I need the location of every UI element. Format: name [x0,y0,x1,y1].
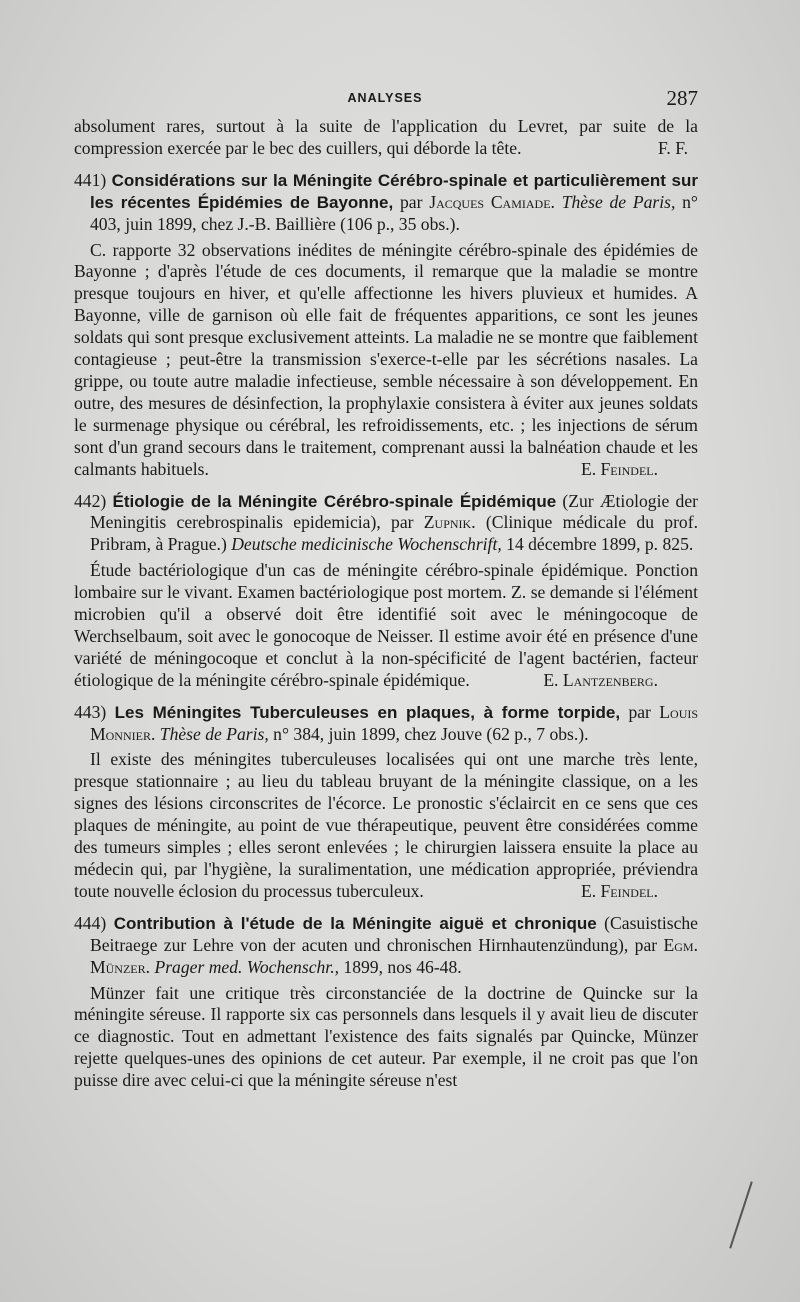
entry-body [74,749,698,902]
intro-signature: F. F. [658,137,688,158]
entry-author: Jacques Camiade. [429,191,555,212]
running-head: ANALYSES [347,91,423,105]
entry-heading [74,170,698,236]
entry-heading [74,702,698,746]
entry-body-text: Münzer fait une critique très circonstanciée de la doctrine de Quincke sur la méningite séreuse. Il rapporte six cas personnels dans lesquels il y avait lieu de discuter ce diagnostic. Tout en admettant l'existence des faits signalés par Quincke, Münzer rejette quelques-unes des opinions de cet auteur. Par exemple, il ne croit pas que l'on puisse dire avec celui-ci que la méningite séreuse n'est [74,982,698,1091]
entry-title: Étiologie de la Méningite Cérébro-spinale Épidémique [112,491,557,511]
page-header [72,86,698,110]
entry-details: 14 décembre 1899, p. 825. [506,534,694,555]
entry-details: 1899, nos 46-48. [343,956,462,977]
entry-body [74,983,698,1093]
entry-mid: (Clinique médicale du prof. Pribram, à Prague.) [90,512,698,555]
entry-source: Thèse de Paris, [159,723,269,744]
entry-details: n° 384, juin 1899, chez Jouve (62 p., 7 obs.). [273,723,589,744]
entry-body-text: Étude bactériologique d'un cas de méningite cérébro-spinale épidémique. Ponction lombaire sur le vivant. Examen bactériologique post mortem. Z. se demande si l'élément microbien qu'il a observé doit être identifié soit avec le méningocoque de Werchselbaum, soit avec le gonocoque de Neisser. Il estime avoir été en présence d'une variété de méningocoque et conclut à la non-spécificité de l'agent bactérien, facteur étiologique de la méningite cérébro-spinale épidémique. [74,560,698,690]
entry-number: 442) [74,490,107,511]
entry-number: 443) [74,701,107,722]
intro-text: absolument rares, surtout à la suite de l'application du Levret, par suite de la compression exercée par le bec des cuillers, qui déborde la tête. [74,116,698,158]
entry-heading [74,913,698,979]
entry-443 [74,702,698,903]
entry-title: Contribution à l'étude de la Méningite aiguë et chronique [113,913,597,933]
entry-signature: E. Feindel. [580,458,658,479]
entry-source: Thèse de Paris, [561,191,676,212]
entry-title: Considérations sur la Méningite Cérébro-spinale et particulièrement sur les récentes Épidémies de Bayonne, [90,170,698,212]
entry-details: n° 403, juin 1899, chez J.-B. Baillière (106 p., 35 obs.). [90,191,698,234]
entry-author: Egm. Münzer. [90,934,698,977]
entry-by: par [400,191,423,212]
entry-body [74,560,698,691]
margin-pencil-mark [729,1181,753,1248]
entry-number: 441) [74,169,107,190]
entry-author: Zupnik. [423,512,476,533]
entry-pre: (Zur Ætiologie der Meningitis cerebrospinalis epidemicia), par [90,490,698,533]
entry-442 [74,491,698,692]
entry-author: Louis Monnier. [90,701,699,744]
entry-body [74,240,698,481]
entry-body-text: C. rapporte 32 observations inédites de méningite cérébro-spinale des épidémies de Bayonne ; d'après l'étude de ces documents, il remarque que la maladie se montre presque toujours en hiver, et qu'elle affectionne les hivers pluvieux et humides. A Bayonne, ville de garnison où elle fait de fréquentes apparitions, ce sont les jeunes soldats qui sont presque exclusivement atteints. La maladie ne se montre que faiblement contagieuse ; peut-être la transmission s'exerce-t-elle par les sécrétions nasales. La grippe, ou toute autre maladie infectieuse, semble nécessaire à son développement. En outre, des mesures de désinfection, la prophylaxie consistera à éviter aux jeunes soldats le surmenage physique ou cérébral, les refroidissements, etc. ; les injections de sérum sont d'un grand secours dans le traitement, comprenant aussi la balnéation chaude et les calmants habituels. [74,239,698,479]
page-number: 287 [666,86,698,110]
intro-paragraph [74,116,698,160]
entry-heading [74,491,698,557]
entry-title: Les Méningites Tuberculeuses en plaques, à forme torpide, [114,702,621,722]
entry-number: 444) [74,912,107,933]
entry-signature: E. Feindel. [580,880,658,901]
entry-source: Deutsche medicinische Wochenschrift, [231,534,502,555]
entry-body-text: Il existe des méningites tuberculeuses localisées qui ont une marche très lente, presque stationnaire ; au lieu du tableau bruyant de la méningite classique, on a les signes des lésions circonscrites de l'écorce. Le pronostic s'éclaircit en ce sens que ces plaques de méningite, au point de vue thérapeutique, peuvent être considérées comme des tumeurs simples ; elles seront enlevées ; le chirurgien laissera ensuite la place au médecin qui, par l'hygiène, la suralimentation, une médication appropriée, préviendra toute nouvelle éclosion du processus tuberculeux. [74,749,698,901]
entry-441 [74,170,698,481]
entry-pre: (Casuistische Beitraege zur Lehre von der acuten und chronischen Hirnhautenzündung), par [90,912,698,955]
entry-by: par [628,701,651,722]
entry-signature: E. Lantzenberg. [543,669,658,690]
entry-444 [74,913,698,1092]
page-content [74,116,698,1092]
entry-source: Prager med. Wochenschr., [154,956,339,977]
